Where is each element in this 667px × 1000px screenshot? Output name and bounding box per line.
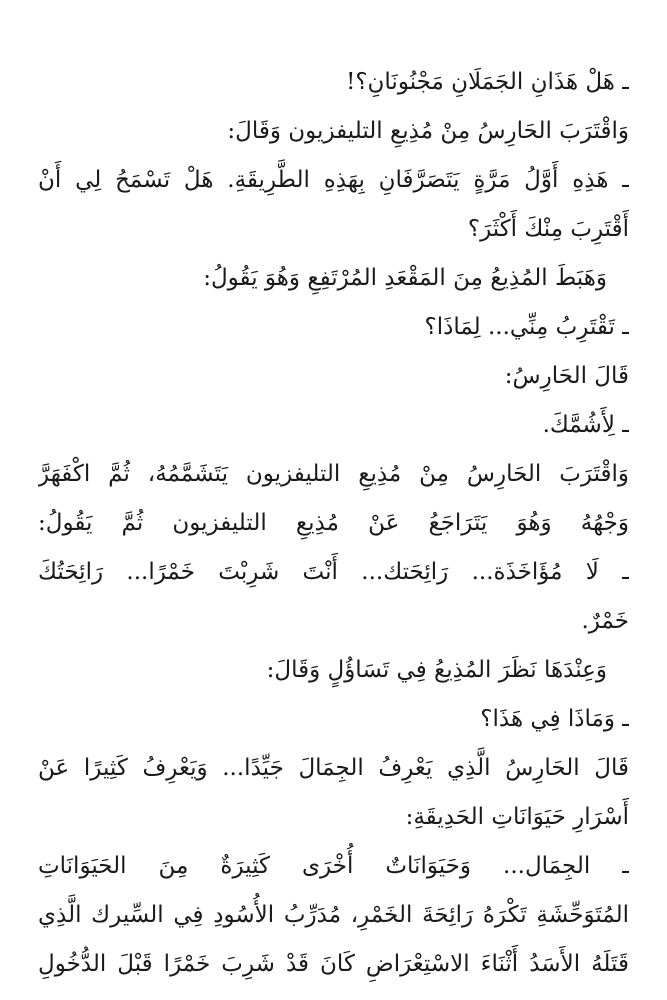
text-line: أَقْتَرِبَ مِنْكَ أَكْثَرَ؟ (467, 216, 629, 242)
text-line: ـ الجِمَال... وَحَيَوَانَاتٌ أُخْرَى كَثِيرَةٌ مِنَ الحَيَوَانَاتِ (38, 853, 629, 879)
text-line: وَاقْتَرَبَ الحَارِسُ مِنْ مُذِيعِ التليفزيون وَقَالَ: (227, 118, 629, 144)
text-line: أَسْرَارِ حَيَوَانَاتِ الحَدِيقَةِ: (405, 804, 629, 830)
text-line: قَتَلَهُ الأَسَدُ أَثْنَاءَ الاسْتِعْرَاضِ كَانَ قَدْ شَرِبَ خَمْرًا قَبْلَ الدُّخُولِ (38, 951, 629, 977)
text-line: ـ تَقْتَرِبُ مِنِّي... لِمَاذَا؟ (424, 314, 629, 340)
text-line: ـ هَذِهِ أَوَّلُ مَرَّةٍ يَتَصَرَّفَانِ بِهَذِهِ الطَّرِيقَةِ. هَلْ تَسْمَحُ لِي أَنْ (38, 167, 629, 193)
text-line: وَجْهُهُ وَهُوَ يَتَرَاجَعُ عَنْ مُذِيعِ التليفزيون ثُمَّ يَقُولُ: (38, 510, 629, 536)
text-line: ـ لَا مُؤَاخَذَة... رَائِحَتك... أَنْتَ شَرِبْتَ خَمْرًا... رَائِحَتُكَ (38, 559, 629, 585)
text-line: ـ لِأَشُمَّكَ. (542, 412, 629, 438)
text-line: قَالَ الحَارِسُ: (504, 363, 629, 389)
text-line: ـ وَمَاذَا فِي هَذَا؟ (480, 706, 629, 732)
book-page (38, 58, 629, 980)
text-line: وَاقْتَرَبَ الحَارِسُ مِنْ مُذِيعِ التليفزيون يَتَشَمَّمُهُ، ثُمَّ اكْفَهَرَّ (38, 461, 629, 487)
text-line: وَهَبَطَ المُذِيعُ مِنَ المَقْعَدِ المُرْتَفِعِ وَهُوَ يَقُولُ: (203, 265, 607, 291)
text-line: ـ هَلْ هَذَانِ الجَمَلَانِ مَجْنُونَانِ؟! (346, 69, 629, 95)
text-line: خَمْرٌ. (581, 608, 629, 634)
text-line: قَالَ الحَارِسُ الَّذِي يَعْرِفُ الجِمَالَ جَيِّدًا... وَيَعْرِفُ كَثِيرًا عَنْ (38, 755, 629, 781)
text-line: وَعِنْدَهَا نَظَرَ المُذِيعُ فِي تَسَاؤُلٍ وَقَالَ: (266, 657, 607, 683)
text-line: المُتَوَحِّشَةِ تَكْرَهُ رَائِحَةَ الخَمْرِ، مُدَرِّبُ الأُسُودِ فِي السِّيرك الَّذِي (38, 902, 629, 928)
